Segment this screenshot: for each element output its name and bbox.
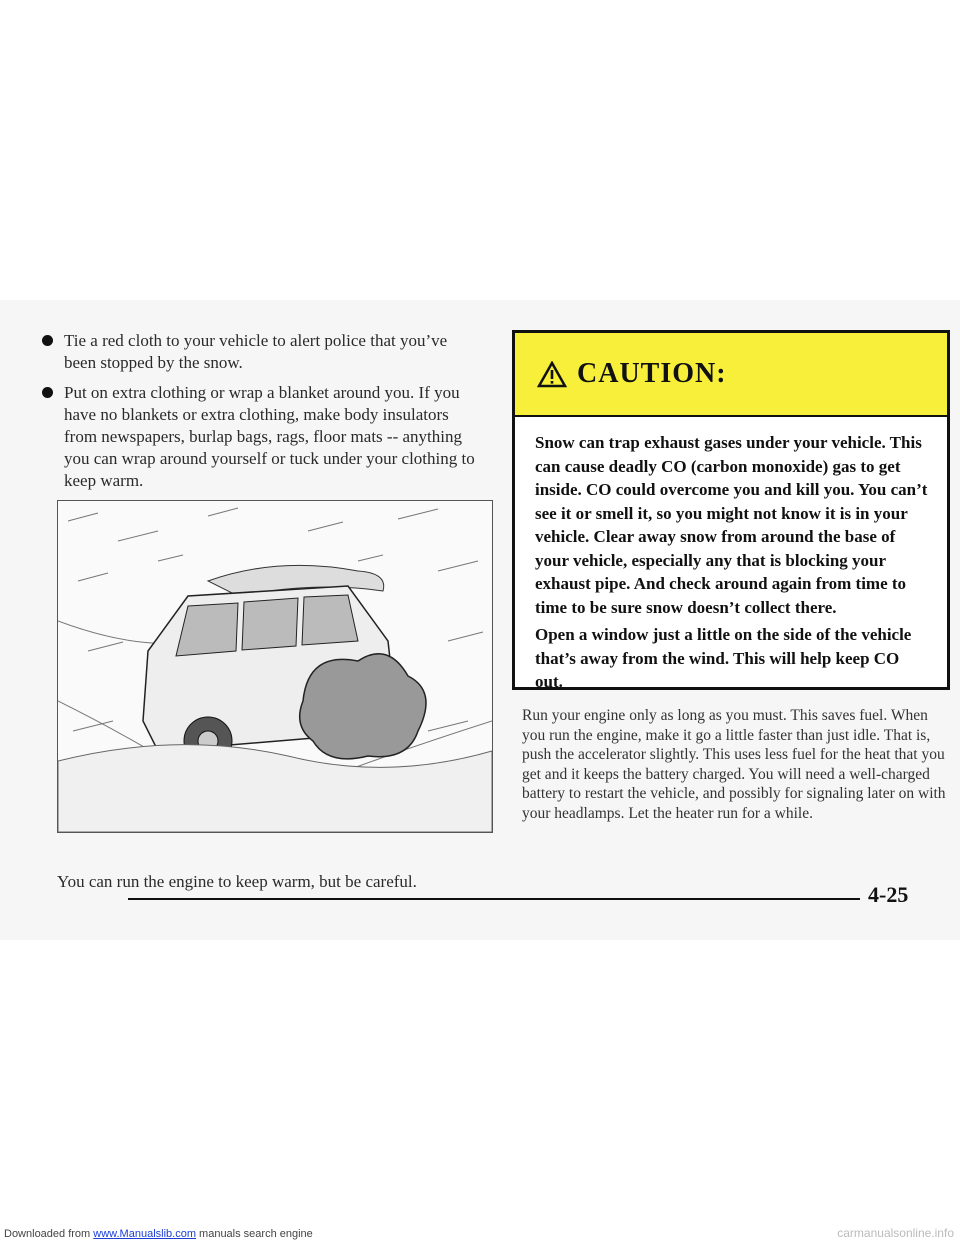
bullet-item <box>40 330 480 374</box>
site-watermark: carmanualsonline.info <box>837 1226 954 1240</box>
bullet-dot-icon <box>42 387 53 398</box>
van-in-snow-illustration <box>57 500 493 833</box>
caution-paragraph: Snow can trap exhaust gases under your vehicle. This can cause deadly CO (carbon monoxide) gas to get inside. CO could overcome you and kill you. You can’t see it or smell it, so you might not know it is in your vehicle. Clear away snow from around the base of your vehicle, especially any that is blocking your exhaust pipe. And check around again from time to time to be sure snow doesn’t collect there. <box>535 433 928 617</box>
download-prefix: Downloaded from <box>4 1228 94 1240</box>
caution-box <box>512 330 950 690</box>
bullet-text: Tie a red cloth to your vehicle to alert police that you’ve been stopped by the snow. <box>64 331 448 372</box>
caution-paragraph: Open a window just a little on the side of the vehicle that’s away from the wind. This will help keep CO out. <box>535 625 912 691</box>
caution-body <box>515 417 947 694</box>
warning-triangle-icon <box>537 361 567 388</box>
footer-divider <box>128 898 860 900</box>
manualslib-link[interactable]: www.Manualslib.com <box>93 1228 196 1240</box>
body-paragraph: Run your engine only as long as you must. This saves fuel. When you run the engine, make it go a little faster than just idle. That is, push the accelerator slightly. This uses less fuel for the heat that you get and it keeps the battery charged. You will need a well-charged battery to restart the vehicle, and possibly for signaling later on with your headlamps. Let the heater run for a while. <box>522 707 946 822</box>
illustration-caption: You can run the engine to keep warm, but be careful. <box>57 872 417 891</box>
bullet-item <box>40 382 480 492</box>
caution-header <box>515 333 947 417</box>
caution-title: CAUTION: <box>577 358 727 389</box>
bullet-dot-icon <box>42 335 53 346</box>
left-column <box>40 330 480 500</box>
page-number: 4-25 <box>868 882 909 907</box>
download-suffix: manuals search engine <box>195 1228 313 1240</box>
bullet-text: Put on extra clothing or wrap a blanket around you. If you have no blankets or extra clothing, make body insulators from newspapers, burlap bags, rags, floor mats -- anything you can wrap around yourself or tuck under your clothing to keep warm. <box>64 383 475 490</box>
van-drawing <box>58 501 492 832</box>
download-source-note <box>4 1228 313 1240</box>
